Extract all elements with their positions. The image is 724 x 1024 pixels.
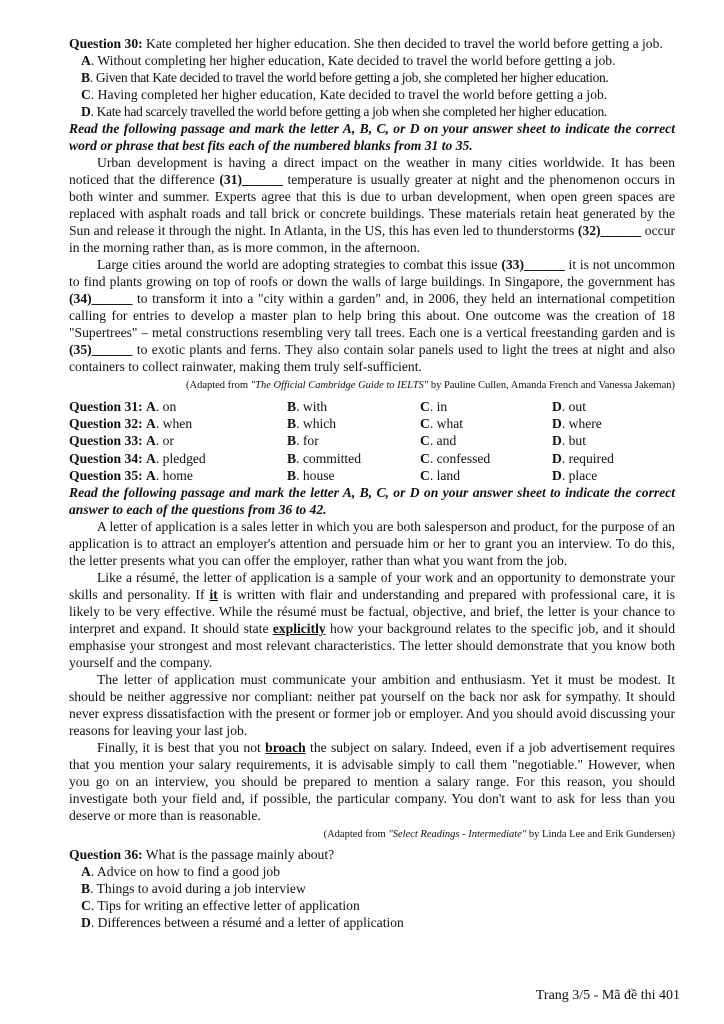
blank-31: (31)______ — [219, 172, 283, 187]
text: Urban development is having a direct impact on the weather in many cities worldwide. It has been noticed that the difference — [69, 155, 675, 187]
option-a — [69, 398, 287, 415]
page-footer: Trang 3/5 - Mã đề thi 401 — [535, 988, 680, 1003]
text: occur in the morning rather than, as is more common, in the afternoon. — [69, 223, 675, 255]
option-text: . Tips for writing an effective letter of application — [90, 897, 360, 913]
instruction-36-42: Read the following passage and mark the letter A, B, C, or D on your answer sheet to indicate the correct answer to each of the questions from 36 to 42. — [69, 484, 675, 517]
question-row — [69, 415, 675, 432]
option-text: . for — [296, 433, 319, 449]
option-text: . land — [429, 467, 461, 483]
option-text: . what — [429, 416, 464, 432]
option-b — [287, 467, 420, 484]
option-letter: D — [552, 399, 562, 414]
underlined-word-it: it — [209, 586, 218, 602]
option-c — [420, 450, 552, 467]
option-text: . Kate had scarcely travelled the world before getting a job when she completed her higher education. — [90, 104, 607, 119]
option-a — [69, 450, 287, 467]
option-b — [287, 398, 420, 415]
text: the subject on salary. Indeed, even if a job advertisement requires that you mention your salary requirements, it is advisable simply to call them "negotiable." However, when you go on an interview, you should be prepared to mention a salary range. For this reason, you should investigate both your field and, if possible, the particular company. You don't want to ask for less than you deserve or more than is reasonable. — [69, 739, 675, 823]
option-letter: D — [552, 433, 562, 449]
option-a — [69, 415, 287, 432]
option-a — [69, 52, 675, 69]
option-letter: D — [552, 450, 562, 466]
question-label: Question 30: — [69, 36, 143, 51]
option-d — [69, 914, 675, 931]
passage1-paragraph-2 — [69, 256, 675, 375]
option-b — [69, 880, 675, 897]
blank-32: (32)______ — [577, 223, 642, 238]
blank-33: (33)______ — [501, 257, 565, 272]
option-text: . Things to avoid during a job interview — [90, 880, 306, 896]
option-letter: A — [146, 416, 156, 432]
option-d — [552, 432, 675, 449]
question-row — [69, 398, 675, 415]
option-text: . in — [429, 399, 448, 414]
option-letter: D — [552, 467, 562, 483]
option-letter: C — [81, 87, 91, 102]
option-letter: D — [81, 104, 91, 119]
option-text: . but — [561, 433, 586, 449]
option-a — [69, 863, 675, 880]
underlined-word-broach: broach — [265, 739, 306, 755]
option-text: . with — [296, 399, 328, 414]
option-letter: B — [287, 467, 297, 483]
text: (Adapted from — [323, 828, 389, 840]
text: Finally, it is best that you not — [97, 739, 266, 755]
text: how your background relates to the specific job, and it should emphasise your strongest and most relevant characteristics. The letter should demonstrate that you know both yourself and the company. — [69, 620, 675, 670]
option-letter: B — [287, 450, 297, 466]
passage2-source — [69, 826, 675, 843]
text: Like a résumé, the letter of application is a sample of your work and an opportunity to demonstrate your skills and personality. If — [69, 569, 675, 602]
option-c — [420, 467, 552, 484]
option-letter: C — [420, 450, 430, 466]
option-letter: C — [420, 433, 430, 449]
passage2-paragraph-2 — [69, 569, 675, 671]
text: it is not uncommon to find plants growing on top of roofs or down the walls of large buildings. In Singapore, the government has — [69, 257, 676, 289]
option-text: . or — [155, 433, 174, 449]
option-letter: B — [81, 880, 91, 896]
text: to exotic plants and ferns. They also contain solar panels used to light the trees at night and also containers to collect rainwater, making them truly self-sufficient. — [69, 342, 675, 374]
text: to transform it into a "city within a garden" and, in 2006, they held an international competition calling for entries to develop a master plan to help bring this about. One outcome was the creation of 18 "Supertrees" – metal constructions resembling very tall trees. Each one is a vertical freestanding garden and is — [69, 291, 675, 340]
question-row — [69, 450, 675, 467]
passage2-paragraph-3: The letter of application must communicate your ambition and enthusiasm. Yet it must be modest. It should be neither aggressive nor compliant: neither pat yourself on the back nor ask for sympathy. It should never express dissatisfaction with the present or former job or employer. And you should avoid discussing your reasons for leaving your last job. — [69, 671, 675, 738]
option-text: . Advice on how to find a good job — [90, 863, 280, 879]
option-letter: A — [81, 863, 91, 879]
option-text: . home — [155, 467, 193, 483]
instruction-31-35: Read the following passage and mark the letter A, B, C, or D on your answer sheet to indicate the correct word or phrase that best fits each of the numbered blanks from 31 to 35. — [69, 121, 675, 153]
option-text: . Given that Kate decided to travel the world before getting a job, she completed her higher education. — [89, 70, 609, 85]
option-letter: D — [81, 914, 91, 930]
option-a — [69, 467, 287, 484]
question-label: Question 31: — [69, 399, 143, 414]
blank-34: (34)______ — [69, 291, 133, 306]
option-text: . which — [296, 416, 337, 432]
underlined-word-explicitly: explicitly — [272, 620, 326, 636]
option-letter: A — [81, 53, 91, 68]
option-a — [69, 432, 287, 449]
source-title: "The Official Cambridge Guide to IELTS" — [250, 380, 429, 391]
option-text: . Differences between a résumé and a letter of application — [90, 914, 404, 930]
question-row — [69, 467, 675, 484]
option-b — [287, 450, 420, 467]
question-stem: What is the passage mainly about? — [142, 846, 335, 862]
question-30 — [69, 35, 675, 52]
option-c — [69, 897, 675, 914]
option-d — [552, 398, 675, 415]
option-letter: A — [146, 399, 156, 414]
text: by Linda Lee and Erik Gundersen) — [526, 828, 675, 840]
option-letter: A — [146, 433, 156, 449]
option-c — [420, 415, 552, 432]
option-text: . place — [561, 467, 598, 483]
exam-page — [69, 35, 675, 931]
option-letter: C — [81, 897, 91, 913]
question-stem: Kate completed her higher education. She then decided to travel the world before getting a job. — [142, 36, 663, 51]
option-letter: D — [552, 416, 562, 432]
option-letter: B — [287, 416, 297, 432]
option-c — [420, 398, 552, 415]
option-letter: B — [81, 70, 90, 85]
blank-35: (35)______ — [69, 342, 133, 357]
option-letter: A — [146, 467, 156, 483]
option-text: . when — [155, 416, 193, 432]
option-d — [552, 450, 675, 467]
question-label: Question 33: — [69, 433, 143, 449]
text: temperature is usually greater at night and the phenomenon occurs in both winter and summer. Experts agree that this is due to urban development, when open green spaces are replaced with asphalt roads and tall brick or concrete buildings. These materials retain heat generated by the Sun and release it through the night. In Atlanta, in the US, this has even led to thunderstorms — [69, 172, 675, 238]
question-36 — [69, 846, 675, 863]
question-label: Question 35: — [69, 467, 143, 483]
question-label: Question 34: — [69, 450, 143, 466]
passage1-source — [69, 377, 675, 394]
text: Large cities around the world are adopting strategies to combat this issue — [97, 257, 502, 272]
question-label: Question 36: — [69, 846, 143, 862]
option-text: . and — [429, 433, 457, 449]
option-text: . committed — [296, 450, 362, 466]
option-d — [69, 103, 675, 120]
option-text: . on — [155, 399, 177, 414]
option-c — [420, 432, 552, 449]
text: (Adapted from — [185, 380, 251, 391]
option-text: . house — [296, 467, 335, 483]
passage1-paragraph-1 — [69, 154, 675, 256]
option-letter: C — [420, 416, 430, 432]
option-letter: C — [420, 399, 430, 414]
passage2-paragraph-1: A letter of application is a sales letter in which you are both salesperson and product, for the purpose of an application is to attract an employer's attention and persuade him or her to grant you an interview. To do this, the letter presents what you can offer the employer, rather than what you want from the job. — [69, 518, 675, 568]
option-text: . where — [561, 416, 602, 432]
option-text: . confessed — [429, 450, 491, 466]
question-label: Question 32: — [69, 416, 143, 432]
option-text: . pledged — [155, 450, 206, 466]
option-c — [69, 86, 675, 103]
option-letter: B — [287, 399, 297, 414]
option-d — [552, 415, 675, 432]
option-b — [287, 415, 420, 432]
option-text: . out — [561, 399, 586, 414]
option-b — [69, 69, 675, 86]
passage2-paragraph-4 — [69, 739, 675, 824]
option-text: . Without completing her higher education, Kate decided to travel the world before getting a job. — [90, 53, 616, 68]
text: by Pauline Cullen, Amanda French and Vanessa Jakeman) — [428, 380, 675, 391]
question-row — [69, 432, 675, 449]
questions-31-35 — [69, 398, 675, 484]
option-letter: B — [287, 433, 297, 449]
text: is written with flair and understanding and prepared with professional care, it is likely to be very effective. While the résumé must be factual, objective, and brief, the letter is your chance to interpret and expand. It should state — [69, 586, 675, 636]
source-title: "Select Readings - Intermediate" — [388, 828, 527, 840]
option-letter: A — [146, 450, 156, 466]
option-d — [552, 467, 675, 484]
option-letter: C — [420, 467, 430, 483]
option-text: . Having completed her higher education, Kate decided to travel the world before getting a job. — [90, 87, 608, 102]
option-text: . required — [561, 450, 614, 466]
option-b — [287, 432, 420, 449]
